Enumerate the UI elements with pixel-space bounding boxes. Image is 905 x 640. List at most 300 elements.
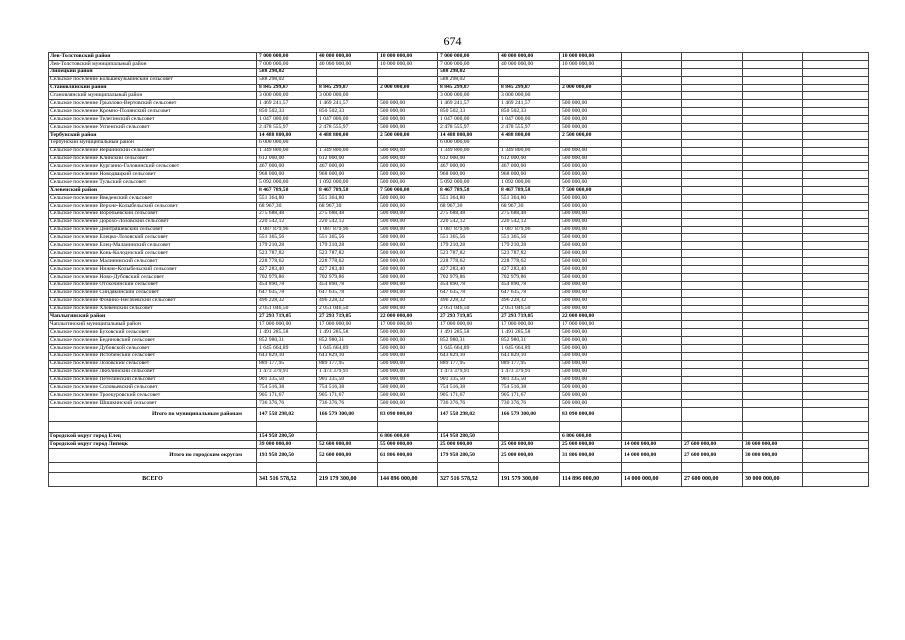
amount-cell: 889 177,95 — [257, 360, 317, 368]
amount-cell — [682, 60, 743, 68]
amount-cell — [378, 139, 438, 147]
amount-cell: 6 806 000,00 — [560, 433, 622, 441]
amount-cell — [622, 344, 682, 352]
amount-cell — [682, 242, 743, 250]
amount-cell: 889 177,95 — [499, 360, 560, 368]
amount-cell: 5 092 000,00 — [257, 179, 317, 187]
amount-cell — [803, 234, 869, 242]
table-row — [49, 163, 869, 171]
amount-cell: 702 979,86 — [317, 273, 378, 281]
table-row — [49, 202, 869, 210]
amount-cell — [803, 360, 869, 368]
amount-cell: 454 890,78 — [438, 281, 499, 289]
row-name-cell: Сельское поселение Кромно-Полянский сельсовет — [49, 108, 257, 116]
table-row — [49, 124, 869, 132]
amount-cell — [317, 433, 378, 441]
amount-cell — [803, 218, 869, 226]
amount-cell: 1 645 664,89 — [317, 344, 378, 352]
amount-cell: 612 000,00 — [317, 155, 378, 163]
amount-cell: 6 000 000,00 — [438, 139, 499, 147]
amount-cell — [682, 258, 743, 266]
amount-cell: 500 000,00 — [378, 258, 438, 266]
table-row — [49, 210, 869, 218]
amount-cell: 1 349 800,00 — [317, 147, 378, 155]
amount-cell: 500 000,00 — [378, 329, 438, 337]
amount-cell — [743, 234, 803, 242]
amount-cell: 500 000,00 — [378, 218, 438, 226]
amount-cell: 467 000,00 — [499, 163, 560, 171]
amount-cell: 500 000,00 — [378, 266, 438, 274]
amount-cell — [682, 321, 743, 329]
amount-cell: 500 000,00 — [378, 392, 438, 400]
amount-cell: 500 000,00 — [560, 100, 622, 108]
amount-cell: 327 516 578,52 — [438, 472, 499, 486]
amount-cell: 467 000,00 — [317, 163, 378, 171]
amount-cell — [803, 131, 869, 139]
amount-cell — [378, 422, 438, 433]
row-name-cell: Сельское поселение Люблинский сельсовет — [49, 368, 257, 376]
table-row — [49, 226, 869, 234]
amount-cell — [743, 392, 803, 400]
amount-cell — [803, 76, 869, 84]
amount-cell: 17 000 000,00 — [378, 321, 438, 329]
table-row — [49, 53, 869, 61]
amount-cell — [743, 360, 803, 368]
amount-cell: 1 087 879,96 — [257, 226, 317, 234]
amount-cell: 1 645 664,89 — [438, 344, 499, 352]
table-row — [49, 84, 869, 92]
amount-cell: 754 516,38 — [257, 384, 317, 392]
amount-cell: 220 542,12 — [257, 218, 317, 226]
amount-cell: 702 979,86 — [257, 273, 317, 281]
amount-cell: 496 228,32 — [317, 297, 378, 305]
amount-cell: 736 376,76 — [317, 400, 378, 408]
amount-cell — [682, 92, 743, 100]
row-name-cell: Сельское поселение Буховский сельсовет — [49, 329, 257, 337]
amount-cell: 1 469 241,57 — [438, 100, 499, 108]
table-row — [49, 368, 869, 376]
row-name-cell: Сельское поселение Верхне-Колыбельский сельсовет — [49, 202, 257, 210]
amount-cell: 500 000,00 — [560, 218, 622, 226]
amount-cell — [743, 124, 803, 132]
amount-cell — [378, 462, 438, 472]
table-row — [49, 313, 869, 321]
row-name-cell: ВСЕГО — [49, 472, 257, 486]
amount-cell: 500 000,00 — [560, 281, 622, 289]
amount-cell — [803, 258, 869, 266]
amount-cell: 14 000 000,00 — [622, 448, 682, 462]
amount-cell — [682, 344, 743, 352]
amount-cell: 7 500 000,00 — [378, 187, 438, 195]
amount-cell: 83 090 000,00 — [378, 408, 438, 422]
table-row — [49, 344, 869, 352]
table-row — [49, 179, 869, 187]
amount-cell — [743, 242, 803, 250]
amount-cell: 500 000,00 — [560, 250, 622, 258]
amount-cell: 702 979,86 — [499, 273, 560, 281]
amount-cell: 551 364,80 — [257, 195, 317, 203]
amount-cell — [682, 171, 743, 179]
row-name-cell: Сельское поселение Дмитряшевский сельсовет — [49, 226, 257, 234]
amount-cell — [560, 68, 622, 76]
amount-cell: 220 542,12 — [317, 218, 378, 226]
amount-cell — [622, 53, 682, 61]
table-row — [49, 76, 869, 84]
amount-cell — [622, 297, 682, 305]
amount-cell — [803, 100, 869, 108]
amount-cell — [803, 384, 869, 392]
amount-cell — [743, 100, 803, 108]
amount-cell: 10 000 000,00 — [560, 53, 622, 61]
amount-cell — [743, 210, 803, 218]
amount-cell: 52 600 000,00 — [317, 448, 378, 462]
amount-cell: 905 171,67 — [438, 392, 499, 400]
amount-cell: 850 502,33 — [499, 108, 560, 116]
table-row — [49, 472, 869, 486]
amount-cell: 754 516,38 — [317, 384, 378, 392]
amount-cell: 27 600 000,00 — [682, 472, 743, 486]
amount-cell — [622, 131, 682, 139]
amount-cell — [743, 187, 803, 195]
amount-cell: 850 502,33 — [317, 108, 378, 116]
amount-cell: 500 000,00 — [560, 116, 622, 124]
table-row — [49, 218, 869, 226]
amount-cell — [499, 422, 560, 433]
amount-cell — [682, 234, 743, 242]
row-name-cell: Сельское поселение Соловьевский сельсовет — [49, 384, 257, 392]
amount-cell: 500 000,00 — [378, 384, 438, 392]
amount-cell: 6 806 000,00 — [378, 433, 438, 441]
amount-cell: 31 806 000,00 — [560, 448, 622, 462]
amount-cell — [803, 305, 869, 313]
amount-cell: 647 635,78 — [257, 289, 317, 297]
amount-cell: 889 177,95 — [317, 360, 378, 368]
amount-cell: 736 376,76 — [257, 400, 317, 408]
amount-cell: 2 478 555,97 — [257, 124, 317, 132]
amount-cell — [622, 100, 682, 108]
table-row — [49, 297, 869, 305]
table-row — [49, 273, 869, 281]
amount-cell: 901 335,50 — [257, 376, 317, 384]
table-row — [49, 433, 869, 441]
amount-cell: 500 000,00 — [560, 202, 622, 210]
amount-cell: 500 000,00 — [560, 210, 622, 218]
amount-cell — [560, 422, 622, 433]
row-name-cell: Чаплыгинский район — [49, 313, 257, 321]
amount-cell: 500 000,00 — [560, 258, 622, 266]
row-name-cell: Становлянский район — [49, 84, 257, 92]
amount-cell — [743, 226, 803, 234]
amount-cell: 25 000 000,00 — [438, 440, 499, 448]
amount-cell: 647 635,78 — [499, 289, 560, 297]
amount-cell: 17 000 000,00 — [317, 321, 378, 329]
table-row — [49, 250, 869, 258]
amount-cell — [682, 266, 743, 274]
amount-cell — [743, 400, 803, 408]
amount-cell — [622, 313, 682, 321]
amount-cell — [682, 376, 743, 384]
amount-cell: 905 171,67 — [257, 392, 317, 400]
amount-cell — [743, 195, 803, 203]
amount-cell — [743, 422, 803, 433]
amount-cell — [743, 218, 803, 226]
amount-cell — [682, 131, 743, 139]
budget-table-sheet — [48, 52, 868, 487]
amount-cell — [803, 472, 869, 486]
amount-cell: 275 688,48 — [257, 210, 317, 218]
amount-cell: 427 283,40 — [438, 266, 499, 274]
amount-cell: 500 000,00 — [560, 376, 622, 384]
amount-cell: 68 967,30 — [499, 202, 560, 210]
amount-cell — [622, 163, 682, 171]
amount-cell: 500 000,00 — [378, 234, 438, 242]
row-name-cell: Становлянский муниципальный район — [49, 92, 257, 100]
amount-cell: 8 845 299,87 — [438, 84, 499, 92]
amount-cell — [803, 139, 869, 147]
amount-cell: 500 000,00 — [560, 155, 622, 163]
amount-cell: 500 000,00 — [560, 147, 622, 155]
amount-cell: 275 688,48 — [438, 210, 499, 218]
amount-cell — [743, 266, 803, 274]
amount-cell — [682, 289, 743, 297]
amount-cell — [743, 108, 803, 116]
table-row — [49, 234, 869, 242]
amount-cell — [622, 433, 682, 441]
row-name-cell: Лев-Толстовский муниципальный район — [49, 60, 257, 68]
amount-cell: 2 478 555,97 — [499, 124, 560, 132]
amount-cell: 6 000 000,00 — [257, 139, 317, 147]
amount-cell — [622, 139, 682, 147]
amount-cell: 220 542,12 — [499, 218, 560, 226]
amount-cell — [743, 171, 803, 179]
amount-cell — [682, 53, 743, 61]
table-row — [49, 242, 869, 250]
amount-cell: 7 000 000,00 — [257, 53, 317, 61]
amount-cell: 179 210,28 — [257, 242, 317, 250]
amount-cell — [743, 376, 803, 384]
table-row — [49, 92, 869, 100]
amount-cell: 500 000,00 — [560, 234, 622, 242]
amount-cell — [682, 195, 743, 203]
amount-cell: 551 365,56 — [499, 234, 560, 242]
amount-cell — [743, 433, 803, 441]
amount-cell — [803, 202, 869, 210]
amount-cell — [682, 273, 743, 281]
amount-cell: 968 000,00 — [257, 171, 317, 179]
amount-cell — [622, 250, 682, 258]
amount-cell — [622, 392, 682, 400]
amount-cell: 30 000 000,00 — [743, 472, 803, 486]
amount-cell: 8 467 789,58 — [499, 187, 560, 195]
amount-cell: 454 890,78 — [499, 281, 560, 289]
amount-cell: 551 364,80 — [499, 195, 560, 203]
amount-cell — [622, 60, 682, 68]
amount-cell — [803, 171, 869, 179]
amount-cell: 2 500 000,00 — [378, 131, 438, 139]
amount-cell: 500 000,00 — [560, 305, 622, 313]
row-name-cell: Сельское поселение Истобенский сельсовет — [49, 352, 257, 360]
amount-cell: 1 087 879,96 — [438, 226, 499, 234]
amount-cell: 612 000,00 — [499, 155, 560, 163]
amount-cell — [622, 384, 682, 392]
amount-cell: 500 000,00 — [560, 171, 622, 179]
amount-cell: 1 087 879,96 — [317, 226, 378, 234]
amount-cell: 500 000,00 — [378, 108, 438, 116]
amount-cell — [682, 462, 743, 472]
amount-cell: 500 000,00 — [560, 297, 622, 305]
amount-cell — [560, 462, 622, 472]
table-row — [49, 400, 869, 408]
amount-cell: 500 000,00 — [560, 179, 622, 187]
row-name-cell — [49, 462, 257, 472]
row-name-cell: Итого по городским округам — [49, 448, 257, 462]
amount-cell — [682, 68, 743, 76]
amount-cell: 612 000,00 — [438, 155, 499, 163]
amount-cell: 850 502,33 — [438, 108, 499, 116]
amount-cell: 500 000,00 — [560, 163, 622, 171]
amount-cell: 496 228,32 — [257, 297, 317, 305]
amount-cell — [682, 305, 743, 313]
amount-cell: 83 090 000,00 — [560, 408, 622, 422]
amount-cell: 500 000,00 — [560, 368, 622, 376]
row-name-cell: Сельское поселение Большекузьминский сельсовет — [49, 76, 257, 84]
table-row — [49, 440, 869, 448]
amount-cell: 2 051 046,50 — [317, 305, 378, 313]
amount-cell: 4 488 800,00 — [499, 131, 560, 139]
amount-cell — [682, 124, 743, 132]
amount-cell: 8 467 789,58 — [317, 187, 378, 195]
amount-cell — [803, 116, 869, 124]
amount-cell: 500 000,00 — [378, 337, 438, 345]
amount-cell: 427 283,40 — [317, 266, 378, 274]
amount-cell — [803, 321, 869, 329]
row-name-cell: Сельское поселение Бединовский сельсовет — [49, 337, 257, 345]
amount-cell: 1 645 664,89 — [499, 344, 560, 352]
amount-cell: 901 335,50 — [499, 376, 560, 384]
amount-cell: 154 958 280,50 — [257, 433, 317, 441]
amount-cell: 40 000 000,00 — [317, 53, 378, 61]
amount-cell: 14 488 800,00 — [257, 131, 317, 139]
amount-cell — [803, 179, 869, 187]
amount-cell: 500 000,00 — [378, 250, 438, 258]
amount-cell: 1 047 000,00 — [438, 116, 499, 124]
amount-cell: 754 516,38 — [499, 384, 560, 392]
amount-cell: 2 051 046,50 — [257, 305, 317, 313]
amount-cell: 14 000 000,00 — [622, 472, 682, 486]
amount-cell: 27 293 719,05 — [499, 313, 560, 321]
amount-cell — [803, 226, 869, 234]
amount-cell — [622, 155, 682, 163]
amount-cell: 17 000 000,00 — [438, 321, 499, 329]
table-row — [49, 258, 869, 266]
amount-cell — [743, 147, 803, 155]
amount-cell — [803, 273, 869, 281]
amount-cell — [622, 462, 682, 472]
amount-cell — [743, 76, 803, 84]
amount-cell: 850 502,33 — [257, 108, 317, 116]
row-name-cell: Сельское поселение Вершинский сельсовет — [49, 147, 257, 155]
amount-cell — [622, 92, 682, 100]
amount-cell: 1 473 379,91 — [257, 368, 317, 376]
amount-cell: 500 000,00 — [560, 352, 622, 360]
amount-cell — [378, 92, 438, 100]
amount-cell — [743, 53, 803, 61]
row-name-cell: Сельское поселение Воробьевский сельсовет — [49, 210, 257, 218]
amount-cell: 8 845 299,87 — [317, 84, 378, 92]
amount-cell: 1 491 285,58 — [317, 329, 378, 337]
page-number: 674 — [443, 34, 462, 48]
amount-cell — [622, 376, 682, 384]
amount-cell: 3 000 000,00 — [257, 92, 317, 100]
amount-cell: 3 000 000,00 — [438, 92, 499, 100]
amount-cell: 500 000,00 — [560, 195, 622, 203]
amount-cell: 551 365,56 — [257, 234, 317, 242]
amount-cell: 500 000,00 — [378, 360, 438, 368]
amount-cell: 14 000 000,00 — [622, 440, 682, 448]
amount-cell — [743, 273, 803, 281]
amount-cell: 901 335,50 — [317, 376, 378, 384]
amount-cell: 500 000,00 — [378, 297, 438, 305]
amount-cell: 55 000 000,00 — [378, 440, 438, 448]
amount-cell: 25 000 000,00 — [560, 440, 622, 448]
amount-cell: 500 000,00 — [378, 163, 438, 171]
amount-cell: 467 000,00 — [438, 163, 499, 171]
amount-cell: 500 000,00 — [378, 226, 438, 234]
amount-cell — [682, 281, 743, 289]
amount-cell: 500 000,00 — [560, 392, 622, 400]
amount-cell: 228 778,62 — [317, 258, 378, 266]
amount-cell: 454 890,78 — [257, 281, 317, 289]
amount-cell: 500 000,00 — [560, 242, 622, 250]
amount-cell — [803, 440, 869, 448]
amount-cell: 754 516,38 — [438, 384, 499, 392]
row-name-cell: Сельское поселение Дорохо-Лозовский сельсовет — [49, 218, 257, 226]
amount-cell: 17 000 000,00 — [499, 321, 560, 329]
amount-cell — [682, 226, 743, 234]
amount-cell: 30 000 000,00 — [743, 448, 803, 462]
amount-cell: 166 579 300,00 — [499, 408, 560, 422]
amount-cell: 1 473 379,91 — [317, 368, 378, 376]
amount-cell: 500 000,00 — [560, 226, 622, 234]
table-row — [49, 108, 869, 116]
amount-cell: 551 364,80 — [317, 195, 378, 203]
amount-cell: 500 000,00 — [378, 305, 438, 313]
amount-cell — [622, 179, 682, 187]
amount-cell — [682, 329, 743, 337]
amount-cell: 500 000,00 — [560, 266, 622, 274]
amount-cell — [622, 337, 682, 345]
amount-cell — [622, 400, 682, 408]
amount-cell — [743, 352, 803, 360]
budget-table — [48, 52, 869, 487]
amount-cell — [803, 60, 869, 68]
amount-cell: 702 979,86 — [438, 273, 499, 281]
amount-cell: 10 000 000,00 — [560, 60, 622, 68]
amount-cell — [622, 281, 682, 289]
amount-cell: 500 000,00 — [378, 171, 438, 179]
amount-cell: 500 000,00 — [378, 210, 438, 218]
table-row — [49, 281, 869, 289]
amount-cell: 17 000 000,00 — [560, 321, 622, 329]
amount-cell — [743, 163, 803, 171]
amount-cell: 27 600 000,00 — [682, 440, 743, 448]
amount-cell: 588 298,02 — [438, 68, 499, 76]
amount-cell: 220 542,12 — [438, 218, 499, 226]
row-name-cell: Сельское поселение Телегинский сельсовет — [49, 116, 257, 124]
table-row — [49, 448, 869, 462]
amount-cell — [743, 131, 803, 139]
amount-cell: 643 829,10 — [257, 352, 317, 360]
